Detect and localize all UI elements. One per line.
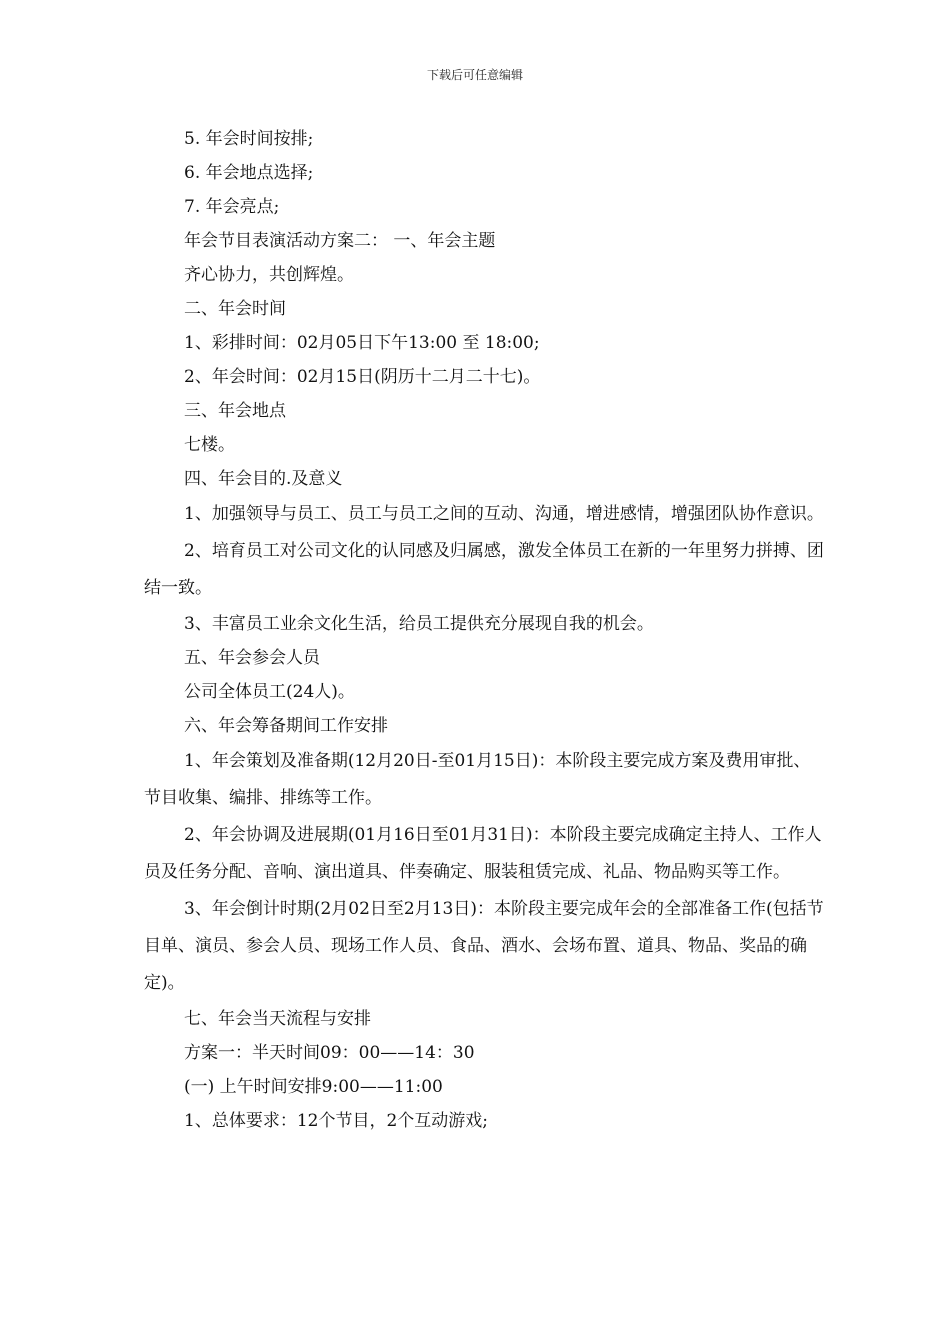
section-heading: 六、年会筹备期间工作安排 — [184, 716, 388, 736]
paragraph: 2、培育员工对公司文化的认同感及归属感，激发全体员工在新的一年里努力拼搏、团结一致。 — [144, 541, 824, 598]
section-heading: 三、年会地点 — [184, 401, 286, 421]
list-item: 5. 年会时间按排; — [184, 129, 314, 149]
paragraph: 1、年会策划及准备期(12月20日-至01月15日)：本阶段主要完成方案及费用审批、节目收集、编排、排练等工作。 — [144, 751, 811, 808]
paragraph: 1、加强领导与员工、员工与员工之间的互动、沟通，增进感情，增强团队协作意识。 — [184, 504, 824, 524]
list-item: 1、彩排时间：02月05日下午13:00 至 18:00; — [184, 333, 540, 353]
text-line: (一) 上午时间安排9:00——11:00 — [184, 1077, 443, 1097]
paragraph: 2、年会协调及进展期(01月16日至01月31日)：本阶段主要完成确定主持人、工作人员及任务分配、音响、演出道具、伴奏确定、服装租赁完成、礼品、物品购买等工作。 — [144, 825, 822, 882]
section-heading: 二、年会时间 — [184, 299, 286, 319]
list-item: 3、丰富员工业余文化生活，给员工提供充分展现自我的机会。 — [184, 614, 654, 634]
section-heading: 四、年会目的.及意义 — [184, 469, 343, 489]
section-heading: 七、年会当天流程与安排 — [184, 1009, 371, 1029]
list-item: 6. 年会地点选择; — [184, 163, 314, 183]
list-item: 1、总体要求：12个节目，2个互动游戏; — [184, 1111, 488, 1131]
page-header-note: 下载后可任意编辑 — [426, 68, 523, 82]
text-line: 公司全体员工(24人)。 — [184, 682, 355, 702]
text-line: 方案一：半天时间09：00——14：30 — [184, 1043, 475, 1063]
section-heading: 年会节目表演活动方案二： 一、年会主题 — [184, 231, 496, 251]
list-item: 7. 年会亮点; — [184, 197, 280, 217]
text-line: 齐心协力，共创辉煌。 — [184, 265, 354, 285]
paragraph: 3、年会倒计时期(2月02日至2月13日)：本阶段主要完成年会的全部准备工作(包括节目单、演员、参会人员、现场工作人员、食品、酒水、会场布置、道具、物品、奖品的确定)。 — [144, 899, 824, 993]
text-line: 七楼。 — [184, 435, 235, 455]
list-item: 2、年会时间：02月15日(阴历十二月二十七)。 — [184, 367, 541, 387]
document-body — [144, 122, 824, 1138]
section-heading: 五、年会参会人员 — [184, 648, 320, 668]
